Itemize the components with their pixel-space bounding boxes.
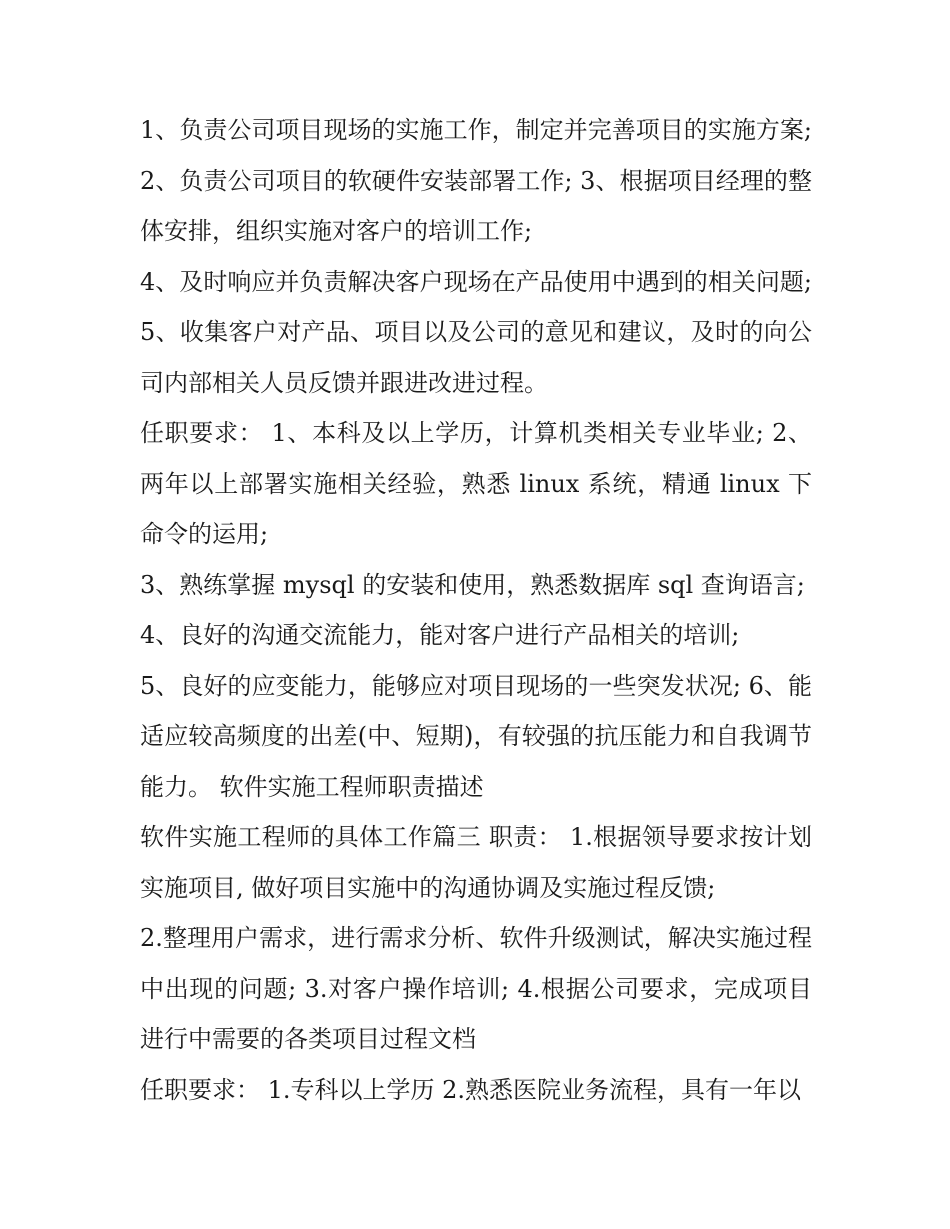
paragraph-requirements-1: 任职要求： 1、本科及以上学历，计算机类相关专业毕业; 2、两年以上部署实施相关经验，熟悉 linux 系统，精通 linux 下命令的运用;	[140, 419, 812, 548]
paragraph-requirements-3: 3、熟练掌握 mysql 的安装和使用，熟悉数据库 sql 查询语言;	[140, 570, 805, 599]
paragraph-requirements-5: 5、良好的应变能力，能够应对项目现场的一些突发状况; 6、能适应较高频度的出差(中、短期)，有较强的抗压能力和自我调节能力。 软件实施工程师职责描述	[140, 671, 812, 801]
paragraph-section-three-duties: 软件实施工程师的具体工作篇三 职责： 1.根据领导要求按计划实施项目, 做好项目实施中的沟通协调及实施过程反馈;	[140, 823, 812, 902]
paragraph-requirements-4: 4、良好的沟通交流能力，能对客户进行产品相关的培训;	[140, 621, 740, 649]
paragraph-duties-2: 4、及时响应并负责解决客户现场在产品使用中遇到的相关问题; 5、收集客户对产品、项目以及公司的意见和建议，及时的向公司内部相关人员反馈并跟进改进过程。	[140, 267, 812, 397]
paragraph-section-three-duties-2: 2.整理用户需求，进行需求分析、软件升级测试，解决实施过程中出现的问题; 3.对客户操作培训; 4.根据公司要求，完成项目进行中需要的各类项目过程文档	[140, 924, 812, 1053]
paragraph-section-three-requirements: 任职要求： 1.专科以上学历 2.熟悉医院业务流程，具有一年以	[140, 1075, 802, 1104]
document-body	[140, 105, 812, 1115]
paragraph-duties-1: 1、负责公司项目现场的实施工作，制定并完善项目的实施方案; 2、负责公司项目的软硬件安装部署工作; 3、根据项目经理的整体安排，组织实施对客户的培训工作;	[140, 116, 812, 245]
